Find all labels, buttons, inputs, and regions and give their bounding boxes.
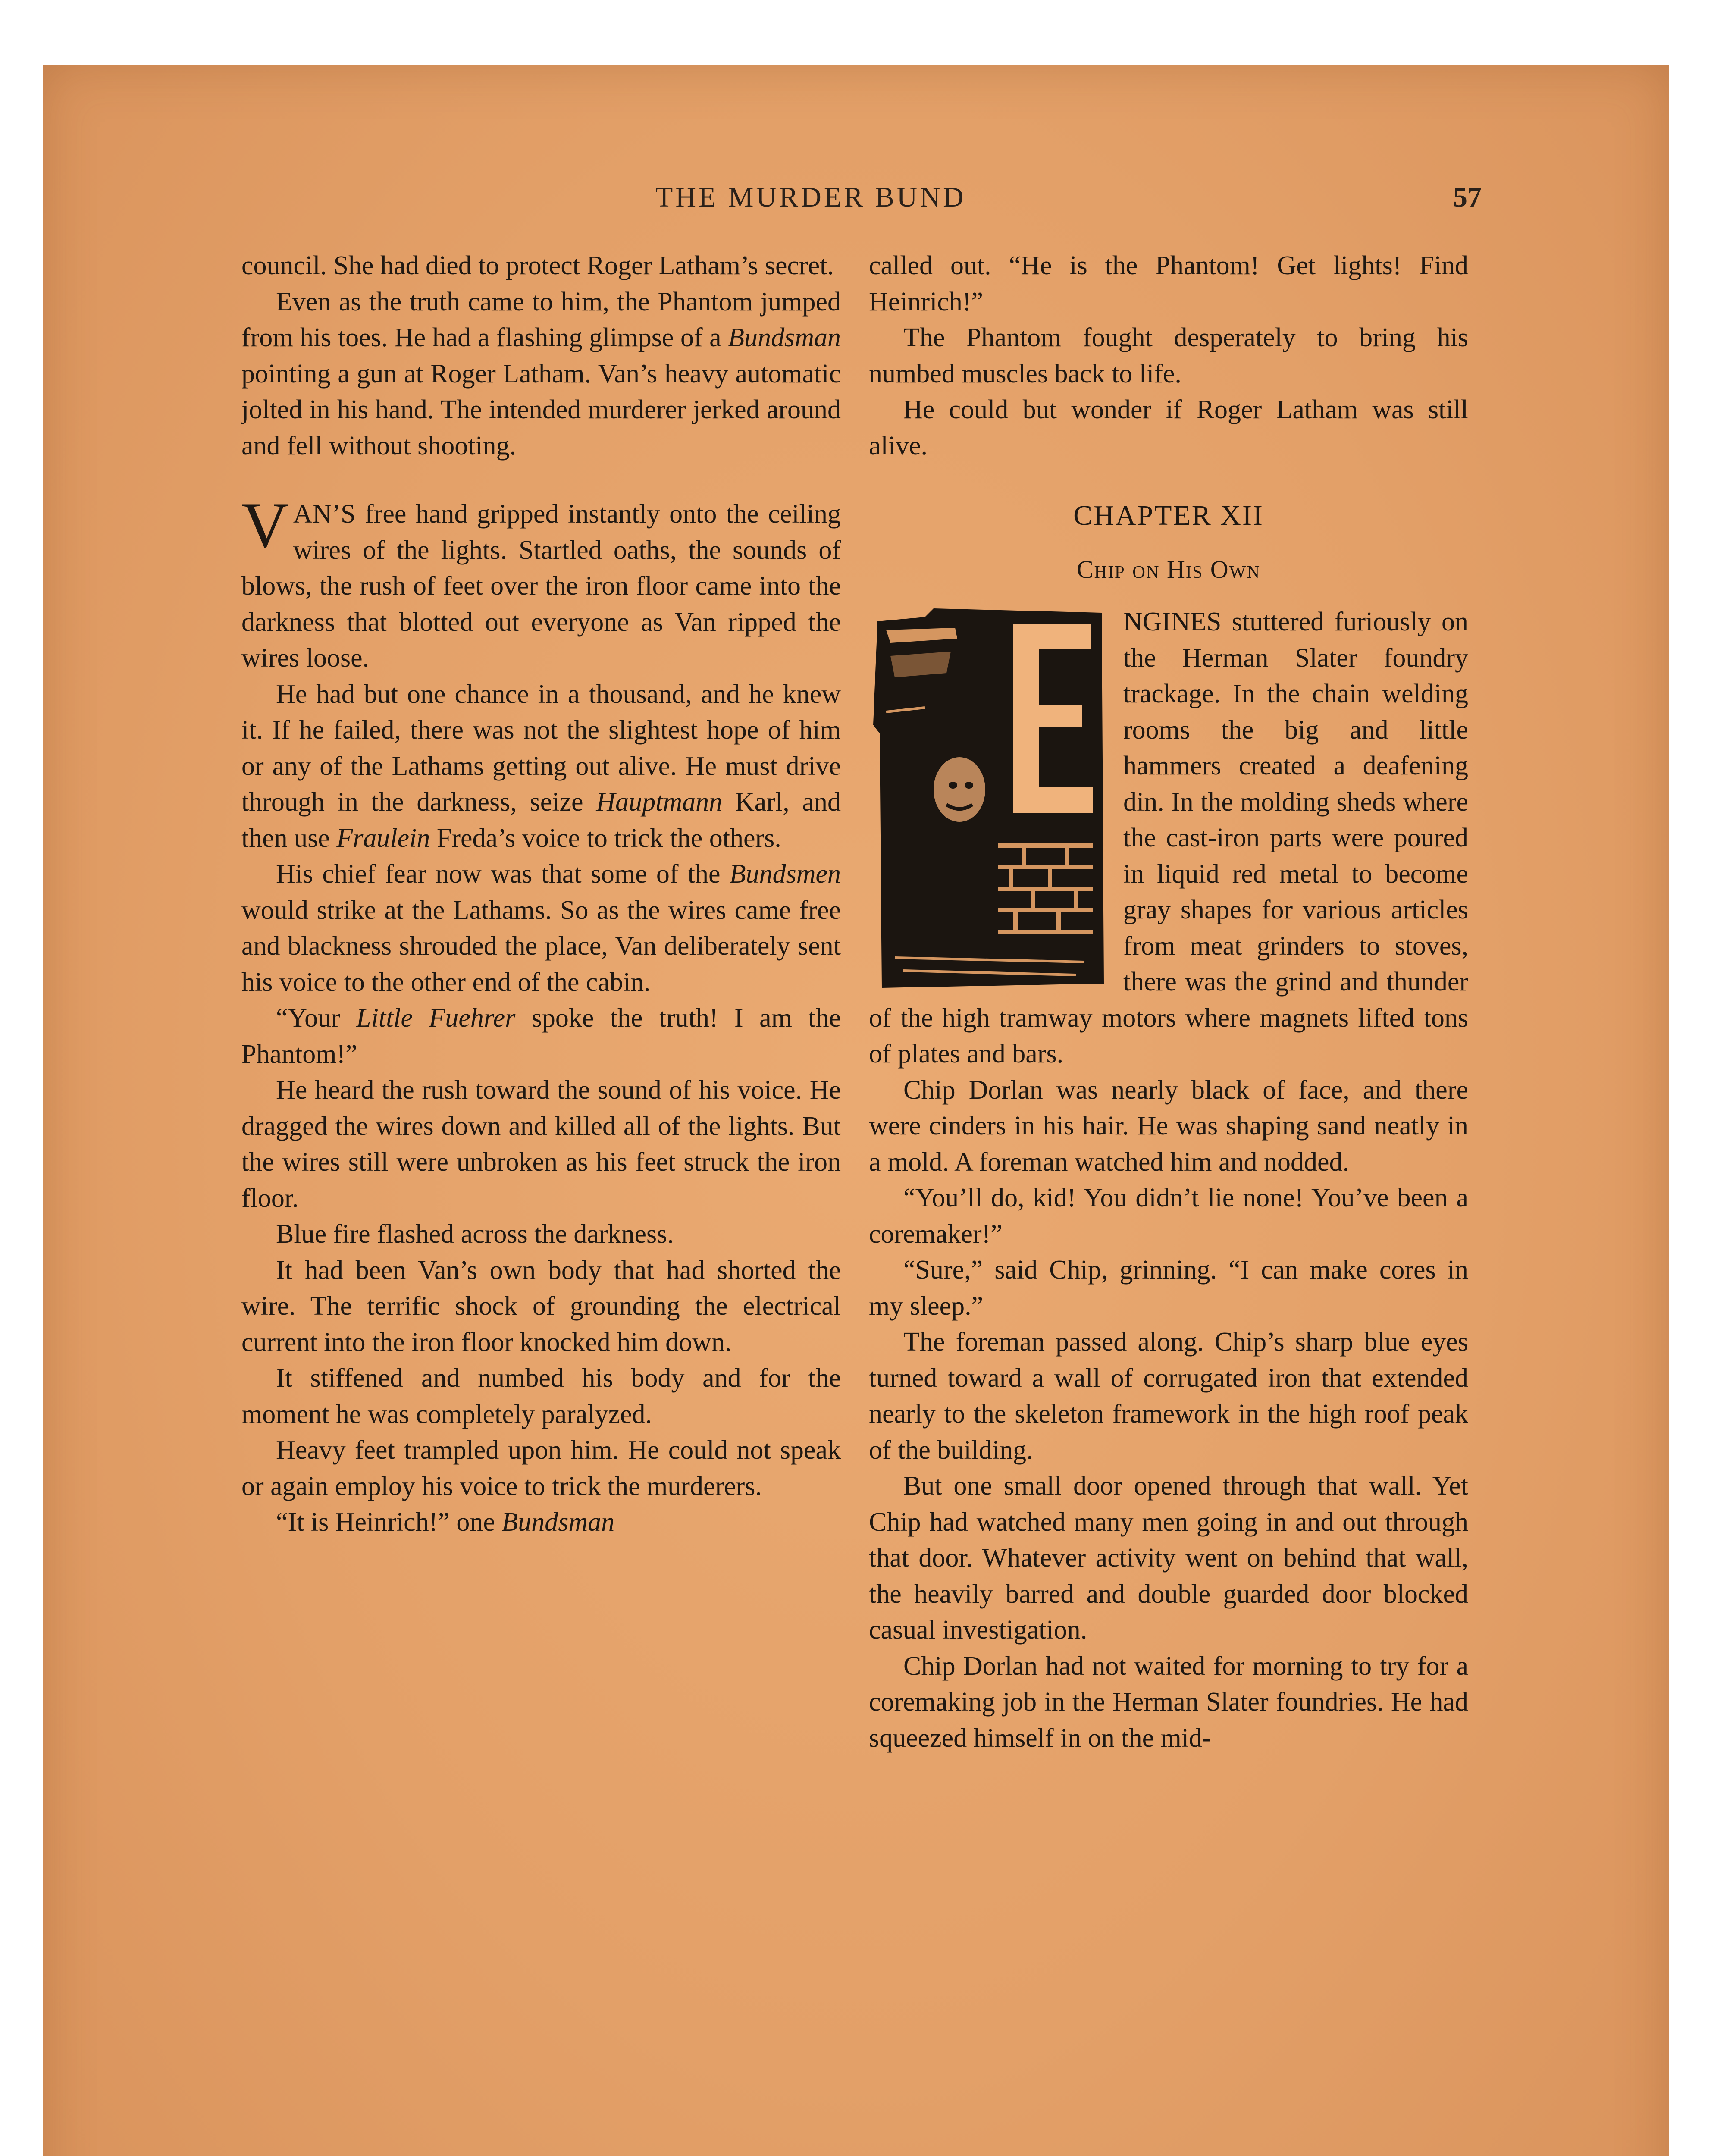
- paragraph: [869, 1180, 1468, 1252]
- italic-text: Bundsman: [728, 323, 841, 352]
- paragraph-text: “Your: [276, 1003, 357, 1033]
- paragraph: [241, 1253, 841, 1361]
- paragraph-text: It had been Van’s own body that had shorted the wire. The terrific shock of grounding the electrical current into the iron floor knocked him down.: [241, 1255, 841, 1357]
- paragraph: [241, 856, 841, 1000]
- paragraph-text: Freda’s voice to trick the others.: [430, 823, 781, 853]
- paragraph-text: Even as the truth came to him, the Phantom jumped from his toes. He had a flashing glimpse of a: [241, 287, 841, 352]
- right-column: [869, 248, 1468, 1756]
- paragraph: [241, 1072, 841, 1216]
- paragraph-text: It stiffened and numbed his body and for the moment he was completely paralyzed.: [241, 1363, 841, 1429]
- paragraph: [869, 1324, 1468, 1468]
- paragraph: [869, 248, 1468, 320]
- paragraph-text: Chip Dorlan was nearly black of face, and there were cinders in his hair. He was shaping sand neatly in a mold. A foreman watched him and nodded.: [869, 1075, 1468, 1177]
- paragraph-text: He had but one chance in a thousand, and he knew it. If he failed, there was not the slightest hope of him or any of the Lathams getting out alive. He must drive through in the darkness, seize: [241, 679, 841, 817]
- paragraph-text: Blue fire flashed across the darkness.: [276, 1219, 674, 1249]
- paragraph-text: But one small door opened through that wall. Yet Chip had watched many men going in and out through that door. Whatever activity went on behind that wall, the heavily barred and double guarded door blocked casual investigation.: [869, 1471, 1468, 1645]
- paragraph-text: stuttered furiously on the Herman Slater foundry trackage. In the chain welding rooms the big and little hammers created a deafening din. In the molding sheds where the cast-iron parts were poured in liquid red metal to become gray shapes for various articles from meat grinders to stoves, there was the grind and thunder of the high tramway motors where magnets lifted tons of plates and bars.: [869, 607, 1468, 1069]
- paragraph-text: Chip Dorlan had not waited for morning to try for a coremaking job in the Herman Slater foundries. He had squeezed himself in on the mid-: [869, 1651, 1468, 1753]
- paragraph-text: He could but wonder if Roger Latham was still alive.: [869, 395, 1468, 461]
- paragraph-text: Heavy feet trampled upon him. He could not speak or again employ his voice to trick the murderers.: [241, 1435, 841, 1501]
- woodcut-initial-e-figure-icon: [869, 604, 1110, 997]
- paragraph: [241, 1360, 841, 1432]
- paragraph-text: would strike at the Lathams. So as the wires came free and blackness shrouded the place, Van deliberately sent his voice to the other end of the cabin.: [241, 895, 841, 997]
- page-number: 57: [1453, 182, 1482, 213]
- paragraph: [869, 1072, 1468, 1181]
- section-opening-paragraph: [241, 489, 841, 677]
- paragraph: [241, 248, 841, 284]
- paragraph: [241, 1000, 841, 1072]
- chapter-heading: CHAPTER XII: [1073, 500, 1264, 531]
- chapter-subtitle: Chip on His Own: [1076, 555, 1260, 583]
- paragraph-text: free hand gripped instantly onto the ceiling wires of the lights. Startled oaths, the sounds of blows, the rush of feet over the iron floor came into the darkness that blotted out everyone as Van ripped the wires loose.: [241, 499, 841, 673]
- paragraph: [869, 1468, 1468, 1648]
- paragraph-text: pointing a gun at Roger Latham. Van’s heavy automatic jolted in his hand. The intended murderer jerked around and fell without shooting.: [241, 359, 841, 461]
- book-page: [43, 65, 1669, 2156]
- italic-text: Little Fuehrer: [356, 1003, 516, 1033]
- paragraph-text: called out. “He is the Phantom! Get lights! Find Heinrich!”: [869, 251, 1468, 317]
- running-head: [43, 181, 1669, 220]
- paragraph: [869, 392, 1468, 464]
- paragraph: [241, 1216, 841, 1253]
- italic-text: Bundsman: [501, 1507, 615, 1537]
- paragraph-text: spoke the truth! I am the Phantom!”: [241, 1003, 841, 1069]
- paragraph-text: Karl, and then use: [241, 787, 841, 853]
- small-caps-text: AN’S: [293, 499, 356, 529]
- italic-text: Bundsmen: [729, 859, 841, 889]
- paragraph-text: “Sure,” said Chip, grinning. “I can make cores in my sleep.”: [869, 1255, 1468, 1321]
- italic-text: Fraulein: [336, 823, 430, 853]
- paragraph-text: He heard the rush toward the sound of his voice. He dragged the wires down and killed all of the lights. But the wires still were unbroken as his feet struck the iron floor.: [241, 1075, 841, 1213]
- paragraph: [869, 1648, 1468, 1757]
- paragraph-text: “It is Heinrich!” one: [276, 1507, 502, 1537]
- paragraph-text: The Phantom fought desperately to bring his numbed muscles back to life.: [869, 323, 1468, 389]
- paragraph: [241, 1504, 841, 1541]
- paragraph: [869, 320, 1468, 392]
- paragraph: [241, 677, 841, 857]
- paragraph-text: “You’ll do, kid! You didn’t lie none! You’ve been a coremaker!”: [869, 1183, 1468, 1249]
- paragraph: [241, 1432, 841, 1504]
- left-column: [241, 248, 841, 1541]
- paragraph-text: The foreman passed along. Chip’s sharp blue eyes turned toward a wall of corrugated iron that extended nearly to the skeleton framework in the high roof peak of the building.: [869, 1327, 1468, 1465]
- italic-text: Hauptmann: [596, 787, 723, 817]
- small-caps-text: NGINES: [1123, 607, 1222, 636]
- running-title: THE MURDER BUND: [655, 182, 966, 213]
- paragraph-text: His chief fear now was that some of the: [276, 859, 730, 889]
- woodcut-illustration-icon: [869, 604, 1110, 997]
- paragraph-text: council. She had died to protect Roger Latham’s secret.: [241, 251, 834, 280]
- paragraph: [241, 284, 841, 464]
- paragraph: [869, 1252, 1468, 1324]
- drop-cap: V: [241, 489, 289, 561]
